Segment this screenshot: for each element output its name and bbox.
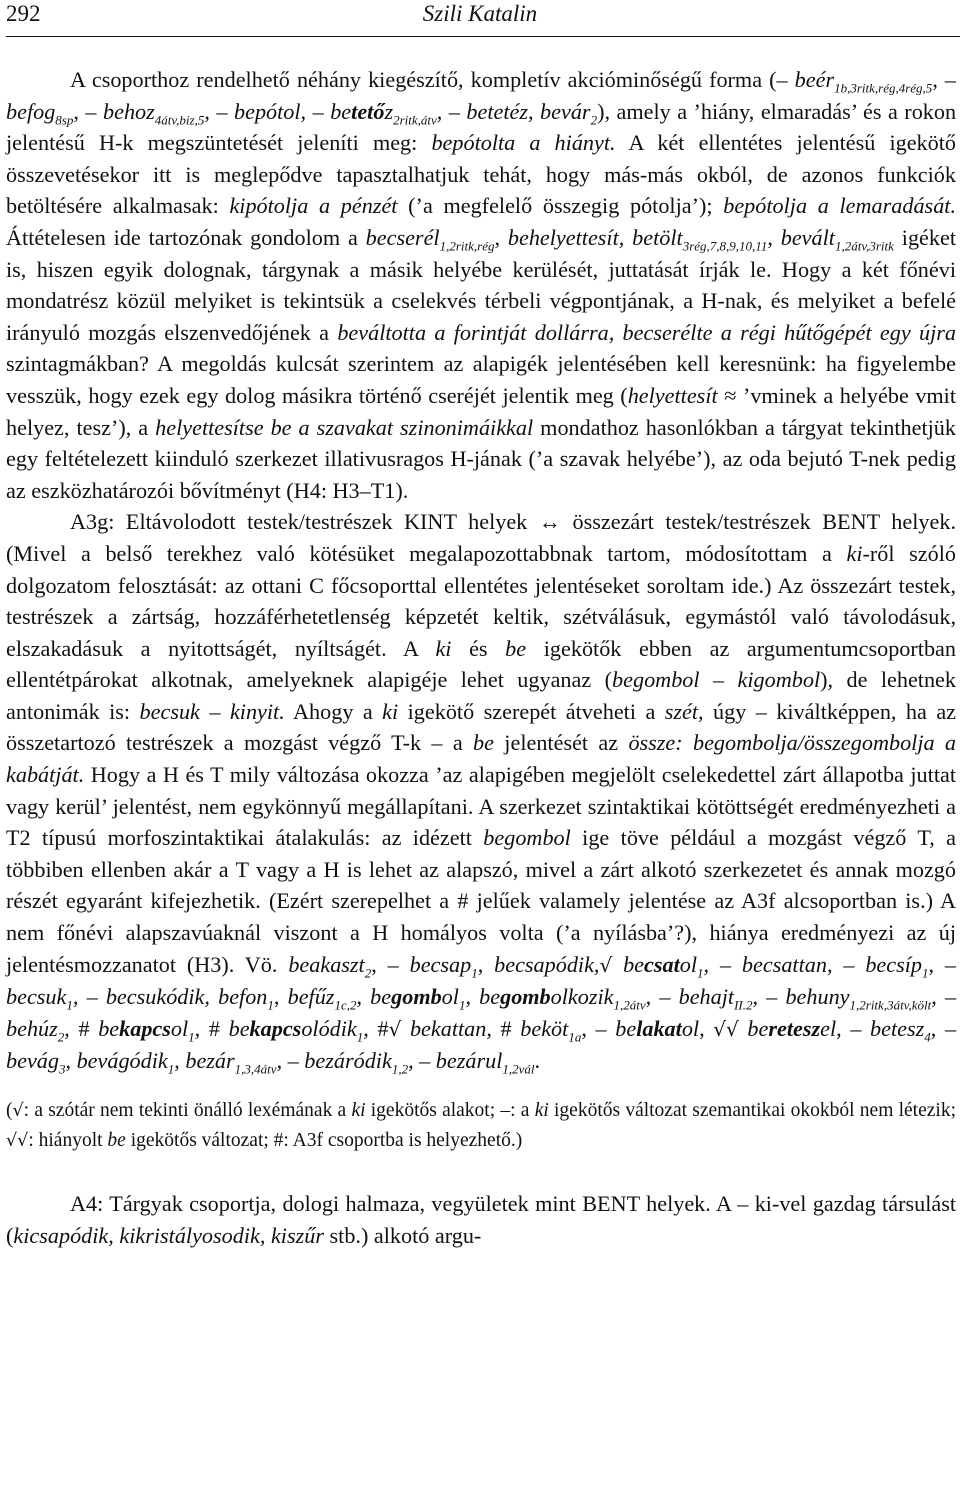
root-mark: √ <box>6 1131 18 1151</box>
header-rule <box>6 36 960 37</box>
paragraph-a3g: A3g: Eltávolodott testek/testrészek KINT helyek ↔ összezárt testek/testrészek BENT helyek. (Mivel a belső terekhez való kötésüket megalapozottabbnak tartom, módosítottam a ki-ről szóló dolgozatom felosztását: az ottani C főcsoporttal ellentétes jelentéseket soroltam ide.) Az összezárt testek, testrészek a zártság, hozzáférhetetlenség képzetét keltik, szétválásuk, egymástól való távolodásuk, elszakadásuk a nyitottságét, nyíltságét. A ki és be igekötők ebben az argumentumcsoportban ellentétpárokat alkotnak, amelyeknek alapigéje lehet ugyanaz (begombol – kigombol), de lehetnek antonimák is: becsuk – kinyit. Ahogy a ki igekötő szerepét átveheti a szét, úgy – kiváltképpen, ha az összetartozó testrészek a mozgást végző T-k – a be jelentését az össze: begombolja/összegombolja a kabátját. Hogy a H és T mily változása okozza ’az alapigében megjelölt cselekedettel zárt állapotba juttat vagy kerül’ jelentést, nem egykönnyű megállapítani. A szerkezet szintaktikai kötöttségét eredményezheti a T2 típusú morfoszintaktikai átalakulás: az idézett begombol ige töve például a mozgást végző T, a többiben ellenben akár a T vagy a H is lehet az alapszó, mivel a zárt alkotó szerkezetet és annak mozgó részét egyaránt kifejezhetik. (Ezért szerepelhet a # jelűek valamely jelentése az A3f alcsoportban is.) A nem főnévi alapszavúaknál viszont a H homályos volta (’a nyílásba’?), hiánya eredményezi az új jelentésmozzanatot (H3). Vö. beakaszt$_2$, – becsap$_1$, becsapódik,√ becsatol$_1$, – becsattan, – becsíp$_1$, – becsuk$_1$, – becsukódik, befon$_1$, befűz$_{1c,2}$, begombol$_1$, begombolkozik$_{1,2átv}$, – behajt$_{II.2}$, – behuny$_{1,2ritk,3átv,költ}$, – behúz$_2$, # bekapcsol$_1$, # bekapcsolódik$_1$, #√ bekattan, # beköt$_{1a}$, – belakatol, √√ bereteszel, – betesz$_4$, – bevág$_3$, bevágódik$_1$, bezár$_{1,3,4átv}$, – bezáródik$_{1,2}$, – bezárul$_{1,2vál}$. <box>6 509 957 1077</box>
root-mark: √ <box>388 1016 402 1041</box>
legend-note: (√: a szótár nem tekinti önálló lexémának a ki igekötős alakot; –: a ki igekötős változat szemantikai okokból nem létezik; √√: hiányolt be igekötős változat; #: A3f csoportba is helyezhető.) <box>6 1100 956 1151</box>
running-head: Szili Katalin <box>422 1 538 26</box>
paragraph-a3f-continuation: A csoporthoz rendelhető néhány kiegészítő, kompletív akcióminőségű forma (– beér$_{1b,3ritk,rég,4rég,5}$, – befog$_{8sp}$, – behoz$_{4átv,biz,5}$, – bepótol, – betetőz$_{2ritk,átv}$, – betetéz, bevár$_2$), amely a ’hiány, elmaradás’ és a rokon jelentésű H-k megszüntetését jeleníti meg: bepótolta a hiányt. A két ellentétes jelentésű igekötő összevetésekor itt is meglepődve tapasztalhatjuk tehát, hogy más-más okból, de azonos funkciók betöltésére alkalmasak: kipótolja a pénzét (’a megfelelő összegig pótolja’); bepótolja a lemaradását. Áttételesen ide tartozónak gondolom a becserél$_{1,2ritk,rég}$, behelyettesít, betölt$_{3rég,7,8,9,10,11}$, bevált$_{1,2átv,3ritk}$ igéket is, hiszen egyik dolognak, tárgynak a másik helyébe kerülését, juttatását írják le. Hogy a két főnévi mondatrész közül melyiket is tekintsük a cselekvés térbeli végpontjának, a H-nak, és melyiket a befelé irányuló mozgás elszenvedőjének a beváltotta a forintját dollárra, becserélte a régi hűtőgépét egy újra szintagmákban? A megoldás kulcsát szerintem az alapigék jelentésében kell keresnünk: ha figyelembe vesszük, hogy ezek egy dolog másikra történő cseréjét jelentik meg (helyettesít ≈ ’vminek a helyébe vmit helyez, tesz’), a helyettesítse be a szavakat szinonimáikkal mondathoz hasonlókban a tárgyat tekinthetjük egy feltételezett kiinduló szerkezet illativusragos H-jának (’a szavak helyébe’), az oda bejutó T-nek pedig az eszközhatározói bővítményt (H4: H3–T1). <box>6 67 957 503</box>
root-mark: √ <box>17 1131 29 1151</box>
page-number: 292 <box>6 1 41 26</box>
body-text <box>6 64 956 1251</box>
root-mark: √ <box>713 1016 727 1041</box>
paragraph-a4: A4: Tárgyak csoportja, dologi halmaza, vegyületek mint BENT helyek. A – ki-vel gazdag társulást (kicsapódik, kikristályosodik, kiszűr stb.) alkotó argu- <box>6 1191 957 1248</box>
root-mark: √ <box>12 1101 24 1121</box>
root-mark: √ <box>726 1016 739 1041</box>
root-mark: √ <box>599 952 613 977</box>
page-header <box>0 0 960 38</box>
